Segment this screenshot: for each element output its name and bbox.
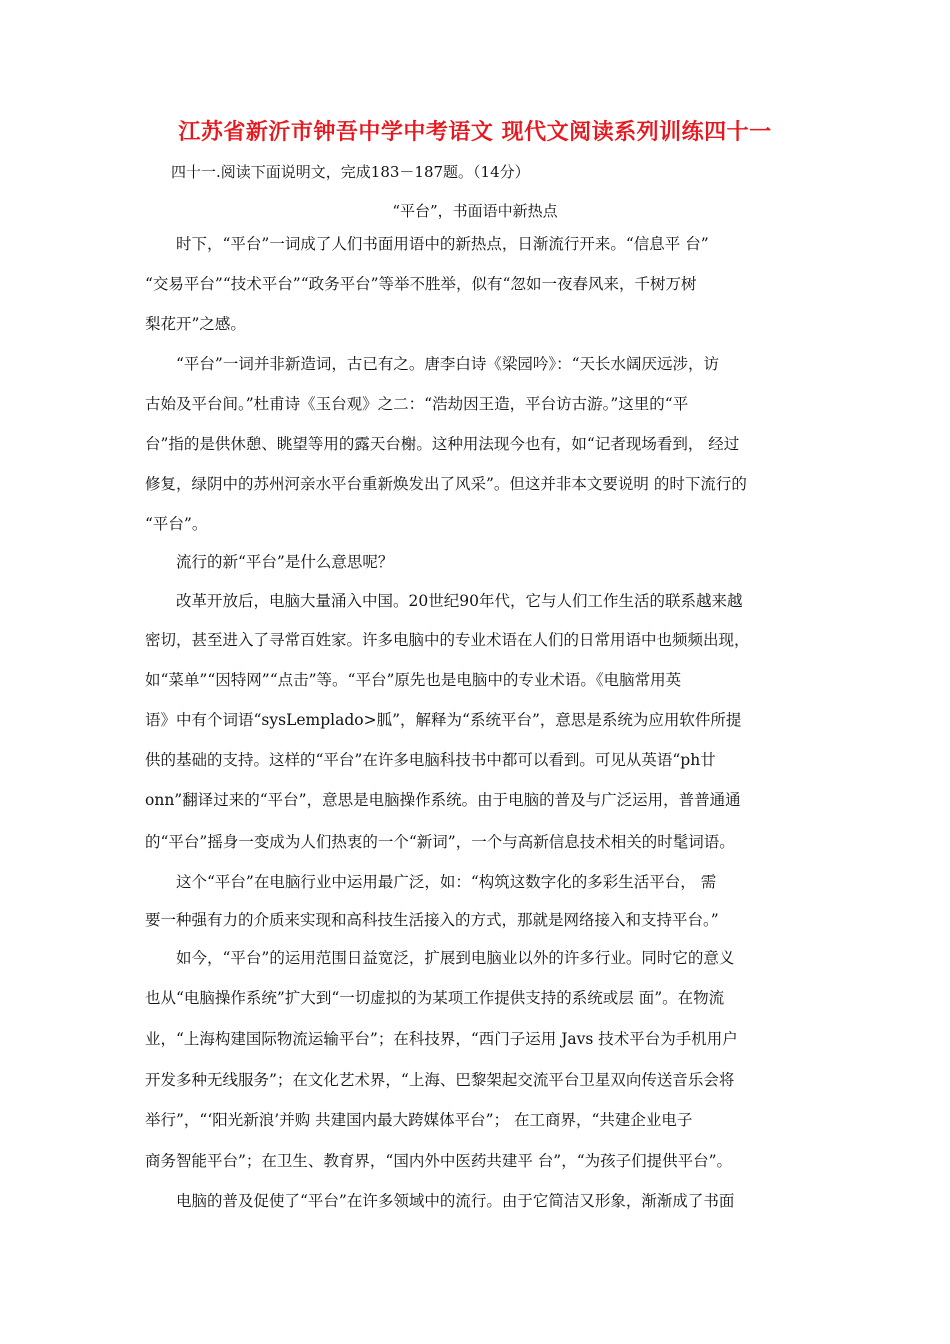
text-line: 如今，“平台”的运用范围日益宽泛，扩展到电脑业以外的许多行业。同时它的意义: [176, 949, 735, 967]
text-line: 也从“电脑操作系统”扩大到“一切虚拟的为某项工作提供支持的系统或层 面”。在物流: [145, 989, 725, 1007]
text-line: 的“平台”摇身一变成为人们热衷的一个“新词”，一个与高新信息技术相关的时髦词语。: [145, 833, 735, 851]
text-line: 梨花开”之感。: [145, 315, 246, 333]
text-line: onn”翻译过来的“平台”，意思是电脑操作系统。由于电脑的普及与广泛运用，普普通通: [145, 791, 741, 809]
text-line: 举行”，“‘阳光新浪’并购 共建国内最大跨媒体平台”； 在工商界，“共建企业电子: [145, 1111, 693, 1129]
text-line: 开发多种无线服务”；在文化艺术界，“上海、巴黎架起交流平台卫星双向传送音乐会将: [145, 1071, 735, 1089]
text-line: 电脑的普及促使了“平台”在许多领域中的流行。由于它简洁又形象，渐渐成了书面: [176, 1192, 735, 1210]
article-subtitle: “平台”，书面语中新热点: [392, 202, 558, 220]
text-line: 要一种强有力的介质来实现和高科技生活接入的方式，那就是网络接入和支持平台。”: [145, 911, 719, 929]
text-line: “平台”。: [145, 515, 208, 533]
text-line: 流行的新“平台”是什么意思呢？: [176, 553, 394, 571]
text-line: 如“菜单”“因特网”“点击”等。“平台”原先也是电脑中的专业术语。《电脑常用英: [145, 671, 682, 689]
text-line: 修复，绿阴中的苏州河亲水平台重新焕发出了风采”。但这并非本文要说明 的时下流行的: [145, 475, 747, 493]
text-line: 供的基础的支持。这样的“平台”在许多电脑科技书中都可以看到。可见从英语“ph廿: [145, 751, 716, 769]
text-line: 商务智能平台”；在卫生、教育界，“国内外中医药共建平 台”，“为孩子们提供平台”。: [145, 1152, 733, 1170]
text-line: 台”指的是供休憩、眺望等用的露天台榭。这种用法现今也有，如“记者现场看到， 经过: [145, 435, 740, 453]
text-line: 这个“平台”在电脑行业中运用最广泛，如：“构筑这数字化的多彩生活平台， 需: [176, 873, 717, 891]
question-instruction: 四十一.阅读下面说明文，完成183－187题。（14分）: [171, 163, 530, 181]
text-line: 业，“上海构建国际物流运输平台”；在科技界，“西门子运用 Javs 技术平台为手机用户: [145, 1030, 738, 1048]
text-line: 语》中有个词语“sysLemplado>胍”，解释为“系统平台”，意思是系统为应用软件所提: [145, 711, 742, 729]
text-line: 时下，“平台”一词成了人们书面用语中的新热点，日渐流行开来。“信息平 台”: [176, 235, 709, 253]
text-line: “平台”一词并非新造词，古已有之。唐李白诗《梁园吟》：“天长水阔厌远涉，访: [176, 355, 720, 373]
text-line: 改革开放后，电脑大量涌入中国。20世纪90年代，它与人们工作生活的联系越来越: [176, 592, 743, 610]
text-line: “交易平台”“技术平台”“政务平台”等举不胜举，似有“忽如一夜春风来，千树万树: [145, 275, 697, 293]
text-line: 古始及平台间。”杜甫诗《玉台观》之二：“浩劫因王造，平台访古游。”这里的“平: [145, 395, 689, 413]
document-title: 江苏省新沂市钟吾中学中考语文 现代文阅读系列训练四十一: [178, 120, 772, 145]
text-line: 密切，甚至进入了寻常百姓家。许多电脑中的专业术语在人们的日常用语中也频频出现，: [145, 631, 750, 649]
